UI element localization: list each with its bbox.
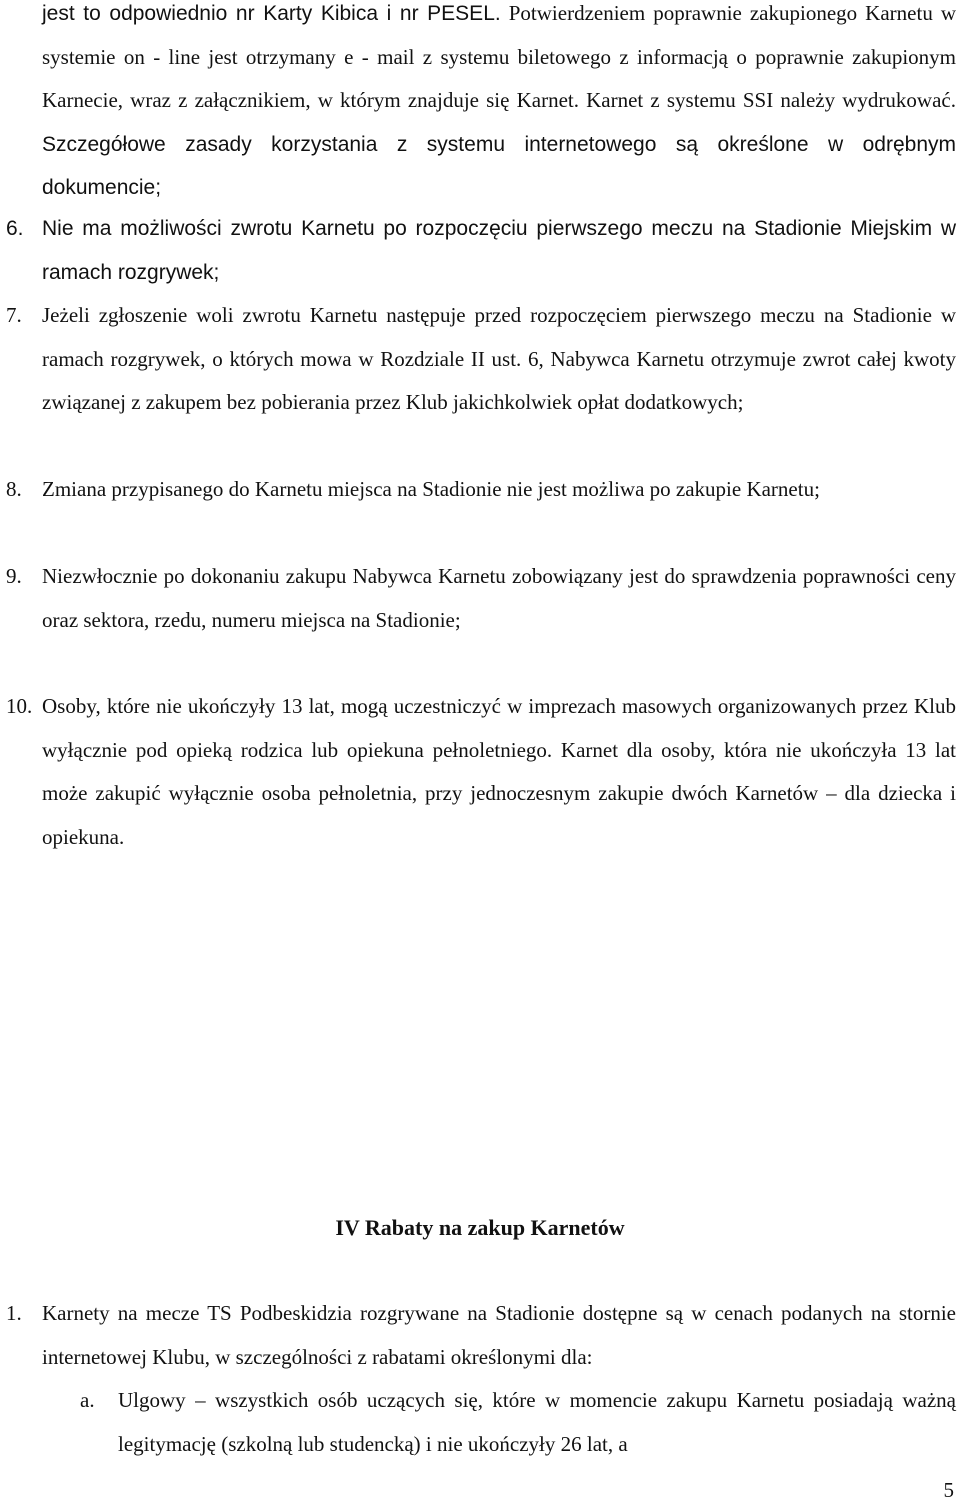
list-item-text: Jeżeli zgłoszenie woli zwrotu Karnetu następuje przed rozpoczęciem pierwszego meczu na Stadionie w ramach rozgrywek, o których mowa w Rozdziale II ust. 6, Nabywca Karnetu otrzymuje zwrot całej kwoty związanej z zakupem bez pobierania przez Klub jakichkolwiek opłat dodatkowych; [42, 303, 956, 414]
intro-text-2: Szczegółowe zasady korzystania z systemu internetowego są określone w odrębnym dokumencie; [42, 132, 956, 199]
section-list-item-1 [6, 1292, 956, 1379]
list-item-text: Zmiana przypisanego do Karnetu miejsca na Stadionie nie jest możliwa po zakupie Karnetu; [42, 477, 820, 501]
list-item-number: 6. [6, 217, 24, 240]
list-item-number: 9. [6, 564, 22, 588]
list-item-6 [6, 207, 956, 294]
list-item-9 [6, 555, 956, 642]
list-item-number: 8. [6, 477, 22, 501]
list-item-10 [6, 685, 956, 859]
intro-text: Potwierdzeniem poprawnie zakupionego Karnetu w systemie on - line jest otrzymany e - mail z systemu biletowego z informacją o poprawnie zakupionym Karnecie, wraz z załącznikiem, w którym znajduje się Karnet. Karnet z systemu SSI należy wydrukować. [42, 1, 956, 112]
page-number: 5 [943, 1478, 954, 1502]
list-item-7 [6, 294, 956, 425]
intro-paragraph [42, 0, 956, 210]
list-item-number: 7. [6, 303, 22, 327]
list-item-text: Osoby, które nie ukończyły 13 lat, mogą uczestniczyć w imprezach masowych organizowanych przez Klub wyłącznie pod opieką rodzica lub opiekuna pełnoletniego. Karnet dla osoby, która nie ukończyła 13 lat może zakupić wyłącznie osoba pełnoletnia, przy jednoczesnym zakupie dwóch Karnetów – dla dziecka i opiekuna. [42, 694, 956, 849]
list-item-number: 10. [6, 694, 33, 718]
list-item-text: Niezwłocznie po dokonaniu zakupu Nabywca Karnetu zobowiązany jest do sprawdzenia poprawności ceny oraz sektora, rzedu, numeru miejsca na Stadionie; [42, 564, 956, 632]
sub-list-item-letter: a. [80, 1388, 95, 1412]
list-item-number: 1. [6, 1301, 22, 1325]
sub-list-item-a [80, 1379, 956, 1466]
intro-line-1: jest to odpowiednio nr Karty Kibica i nr PESEL. [42, 2, 501, 25]
list-item-8 [6, 468, 956, 512]
list-item-text: Nie ma możliwości zwrotu Karnetu po rozpoczęciu pierwszego meczu na Stadionie Miejskim w ramach rozgrywek; [42, 217, 956, 284]
sub-list-item-text: Ulgowy – wszystkich osób uczących się, które w momencie zakupu Karnetu posiadają ważną legitymację (szkolną lub studencką) i nie ukończyły 26 lat, a [118, 1388, 956, 1456]
section-heading: IV Rabaty na zakup Karnetów [335, 1215, 625, 1240]
list-item-text: Karnety na mecze TS Podbeskidzia rozgrywane na Stadionie dostępne są w cenach podanych na stornie internetowej Klubu, w szczególności z rabatami określonymi dla: [42, 1301, 956, 1369]
